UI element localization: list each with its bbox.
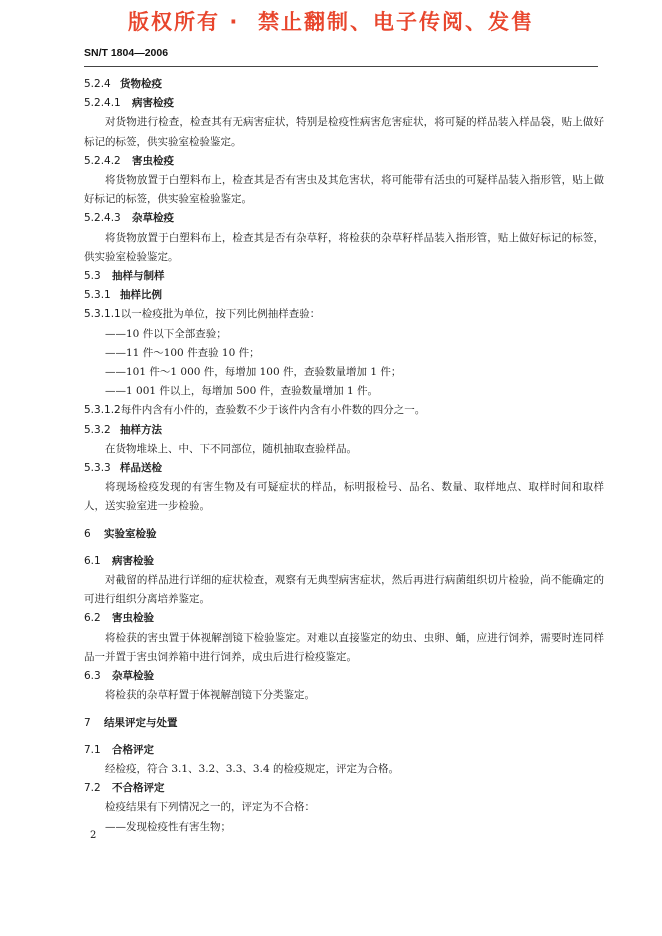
header-divider: [84, 66, 598, 67]
clause-text: 以一检疫批为单位，按下列比例抽样查验：: [120, 308, 321, 321]
clause-number: 5.3.1.2: [84, 404, 121, 417]
section-heading: [84, 75, 604, 94]
paragraph: 将现场检疫发现的有害生物及有可疑症状的样品，标明报检号、品名、数量、取样地点、取样时间和取样人，送实验室进一步检验。: [84, 481, 604, 513]
clause-text: 不合格评定: [112, 782, 165, 795]
section-heading: [84, 421, 604, 440]
clause-number: 7.1: [84, 743, 101, 756]
clause-number: 5.3: [84, 270, 101, 283]
clause-text: 合格评定: [112, 743, 154, 756]
list-item: ——10 件以下全部查验；: [105, 327, 227, 340]
paragraph: 将检获的害虫置于体视解剖镜下检验鉴定。对难以直接鉴定的幼虫、虫卵、蛹，应进行饲养，需要时连同样品一并置于害虫饲养箱中进行饲养，成虫后进行检疫鉴定。: [84, 631, 604, 663]
standard-code: SN/T 1804—2006: [84, 47, 169, 59]
paragraph: 对货物进行检查，检查其有无病害症状，特别是检疫性病害危害症状，将可疑的样品装入样品袋，贴上做好标记的标签，供实验室检验鉴定。: [84, 116, 604, 148]
numbered-paragraph: [84, 305, 604, 324]
section-heading: [84, 152, 604, 171]
section-heading: [84, 459, 604, 478]
paragraph: 将货物放置于白塑料布上，检查其是否有害虫及其危害状，将可能带有活虫的可疑样品装入指形管，贴上做好标记的标签，供实验室检验鉴定。: [84, 174, 604, 206]
clause-text: 病害检验: [112, 554, 154, 567]
section-heading: [84, 286, 604, 305]
paragraph: 检疫结果有下列情况之一的，评定为不合格：: [105, 801, 315, 814]
section-heading: [84, 267, 604, 286]
clause-number: 6.1: [84, 554, 101, 567]
section-gap: [84, 733, 604, 741]
clause-text: 每件内含有小件的，查验数不少于该件内含有小件数的四分之一。: [120, 404, 426, 417]
clause-text: 害虫检验: [112, 612, 154, 625]
clause-number: 5.3.1: [84, 289, 111, 302]
list-item: ——11 件～100 件查验 10 件；: [105, 346, 260, 359]
paragraph: 对截留的样品进行详细的症状检查，观察有无典型病害症状，然后再进行病菌组织切片检验，尚不能确定的可进行组织分离培养鉴定。: [84, 574, 604, 606]
clause-number: 6: [84, 527, 91, 540]
section-heading: [84, 552, 604, 571]
clause-text: 病害检疫: [132, 97, 174, 110]
copyright-banner: 版权所有 · 禁止翻制、电子传阅、发售: [128, 10, 534, 34]
clause-number: 5.3.1.1: [84, 308, 121, 321]
clause-number: 7.2: [84, 782, 101, 795]
clause-text: 样品送检: [120, 462, 162, 475]
section-heading: [84, 667, 604, 686]
list-item: ——101 件～1 000 件，每增加 100 件，查验数量增加 1 件；: [105, 366, 402, 379]
clause-text: 货物检疫: [120, 78, 162, 90]
clause-number: 6.2: [84, 612, 101, 625]
clause-text: 抽样方法: [120, 423, 162, 436]
clause-number: 6.3: [84, 670, 101, 683]
section-gap: [84, 517, 604, 525]
clause-text: 实验室检验: [104, 527, 157, 540]
paragraph: 在货物堆垛上、中、下不同部位，随机抽取查验样品。: [105, 442, 357, 455]
section-heading: [84, 209, 604, 228]
list-item: ——1 001 件以上，每增加 500 件，查验数量增加 1 件。: [105, 385, 378, 398]
clause-text: 抽样与制样: [112, 270, 165, 283]
clause-text: 结果评定与处置: [104, 716, 178, 729]
section-gap: [84, 544, 604, 552]
list-item: ——发现检疫性有害生物；: [105, 820, 231, 833]
clause-text: 杂草检验: [112, 670, 154, 683]
paragraph: 将货物放置于白塑料布上，检查其是否有杂草籽，将检获的杂草籽样品装入指形管，贴上做好标记的标签，供实验室检验鉴定。: [84, 231, 604, 263]
clause-number: 5.3.2: [84, 423, 111, 436]
clause-number: 7: [84, 716, 91, 729]
page-number: 2: [90, 830, 97, 841]
section-heading: [84, 714, 604, 733]
clause-number: 5.2.4: [84, 78, 111, 90]
section-heading: [84, 609, 604, 628]
section-heading: [84, 741, 604, 760]
paragraph: 经检疫，符合 3.1、3.2、3.3、3.4 的检疫规定，评定为合格。: [105, 762, 399, 775]
clause-number: 5.2.4.2: [84, 154, 121, 167]
numbered-paragraph: [84, 401, 604, 420]
section-gap: [84, 706, 604, 714]
clause-text: 杂草检疫: [132, 212, 174, 225]
clause-number: 5.3.3: [84, 462, 111, 475]
clause-number: 5.2.4.3: [84, 212, 121, 225]
section-heading: [84, 779, 604, 798]
document-body: [84, 75, 604, 837]
section-heading: [84, 525, 604, 544]
paragraph: 将检获的杂草籽置于体视解剖镜下分类鉴定。: [105, 689, 315, 702]
clause-number: 5.2.4.1: [84, 97, 121, 110]
clause-text: 抽样比例: [120, 289, 162, 302]
clause-text: 害虫检疫: [132, 154, 174, 167]
section-heading: [84, 94, 604, 113]
